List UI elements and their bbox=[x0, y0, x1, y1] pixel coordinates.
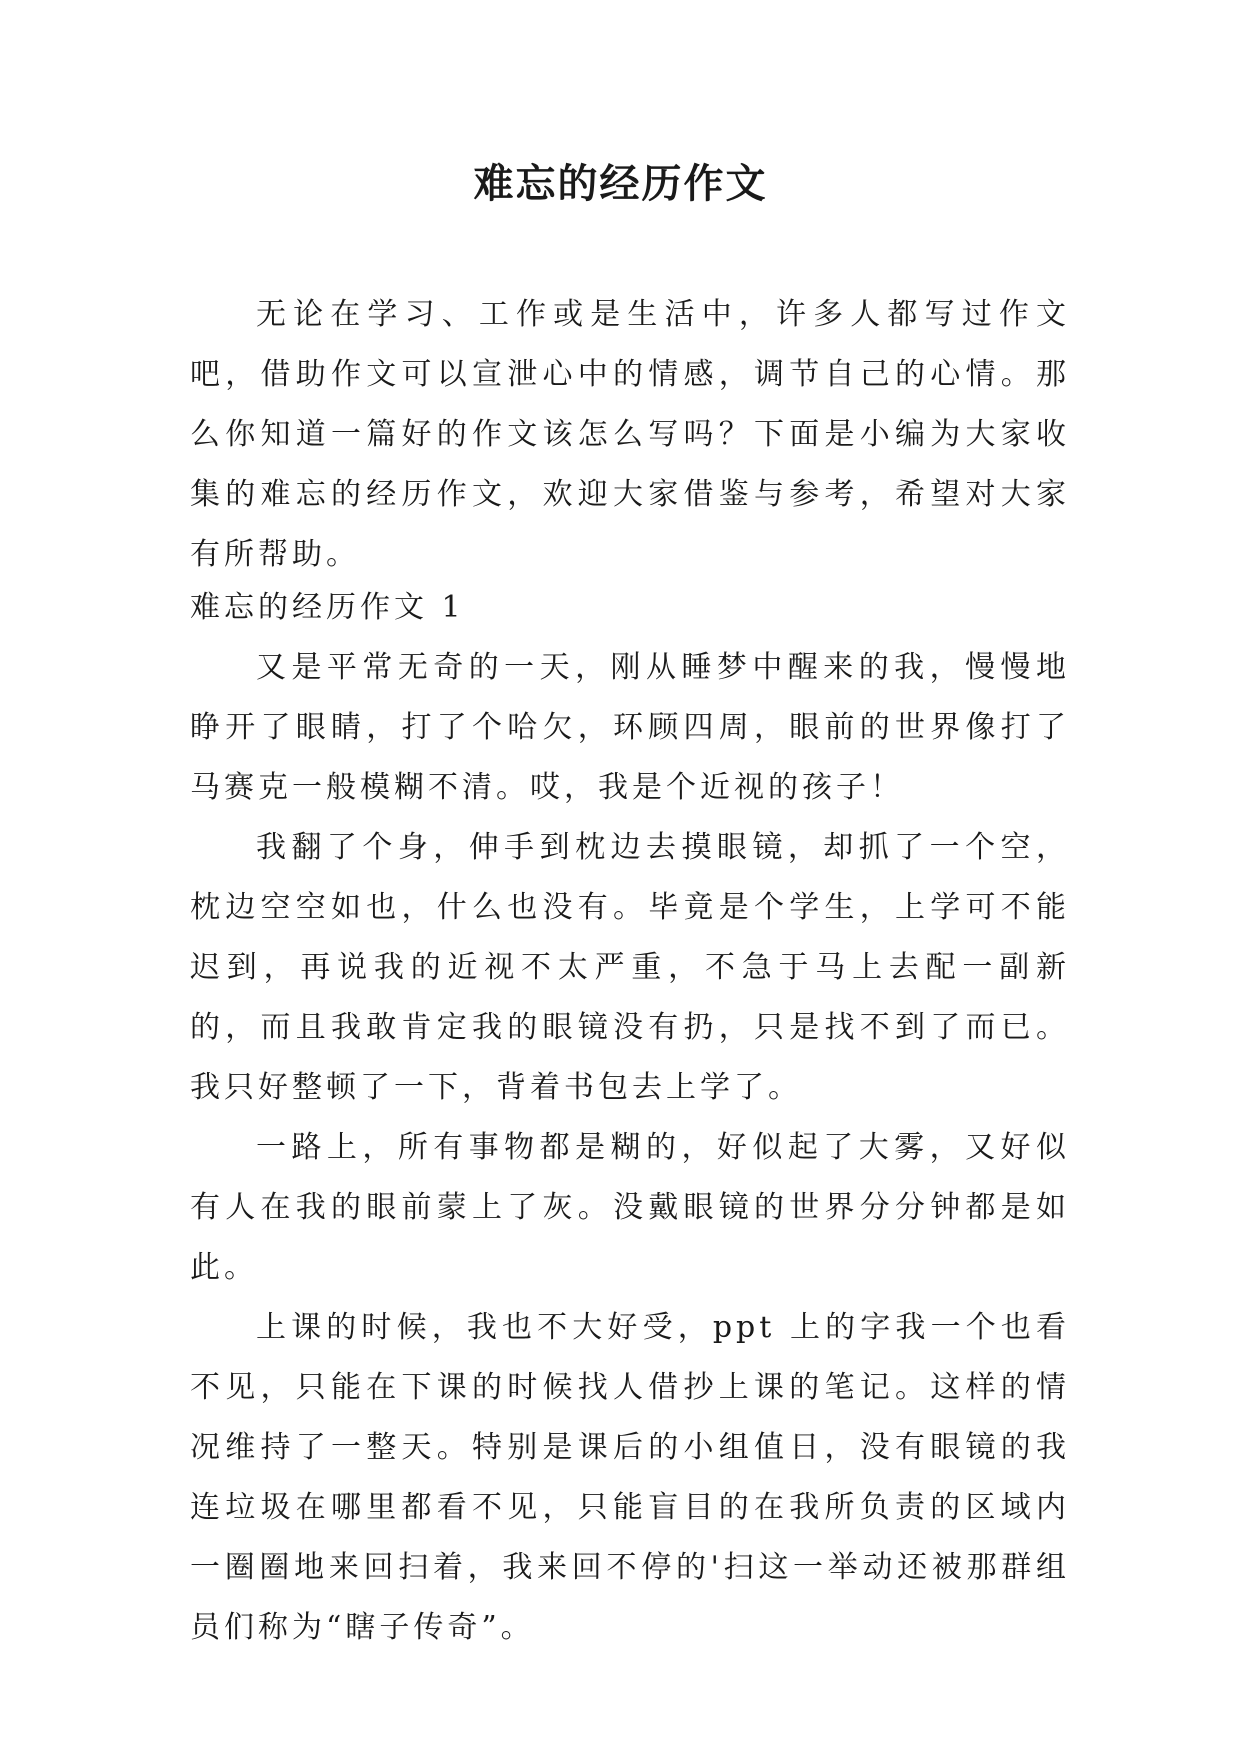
section-heading: 难忘的经历作文 1 bbox=[190, 590, 465, 625]
body-paragraph: 我翻了个身，伸手到枕边去摸眼镜，却抓了一个空，枕边空空如也，什么也没有。毕竟是个学生，上学可不能迟到，再说我的近视不太严重，不急于马上去配一副新的，而且我敢肯定我的眼镜没有扔，只是找不到了而已。我只好整顿了一下，背着书包去上学了。 bbox=[190, 830, 1070, 1105]
intro-block bbox=[190, 285, 1070, 585]
intro-paragraph: 无论在学习、工作或是生活中，许多人都写过作文吧，借助作文可以宣泄心中的情感，调节自己的心情。那么你知道一篇好的作文该怎么写吗？下面是小编为大家收集的难忘的经历作文，欢迎大家借鉴与参考，希望对大家有所帮助。 bbox=[190, 297, 1070, 572]
body-paragraph: 又是平常无奇的一天，刚从睡梦中醒来的我，慢慢地睁开了眼睛，打了个哈欠，环顾四周，眼前的世界像打了马赛克一般模糊不清。哎，我是个近视的孩子！ bbox=[190, 650, 1070, 805]
essay-section bbox=[190, 578, 1070, 1658]
document-title: 难忘的经历作文 bbox=[473, 161, 768, 207]
body-paragraph: 一路上，所有事物都是糊的，好似起了大雾，又好似有人在我的眼前蒙上了灰。没戴眼镜的世界分分钟都是如此。 bbox=[190, 1130, 1070, 1285]
body-paragraph: 上课的时候，我也不大好受，ppt 上的字我一个也看不见，只能在下课的时候找人借抄上课的笔记。这样的情况维持了一整天。特别是课后的小组值日，没有眼镜的我连垃圾在哪里都看不见，只能盲目的在我所负责的区域内一圈圈地来回扫着，我来回不停的'扫这一举动还被那群组员们称为“瞎子传奇”。 bbox=[190, 1310, 1070, 1645]
